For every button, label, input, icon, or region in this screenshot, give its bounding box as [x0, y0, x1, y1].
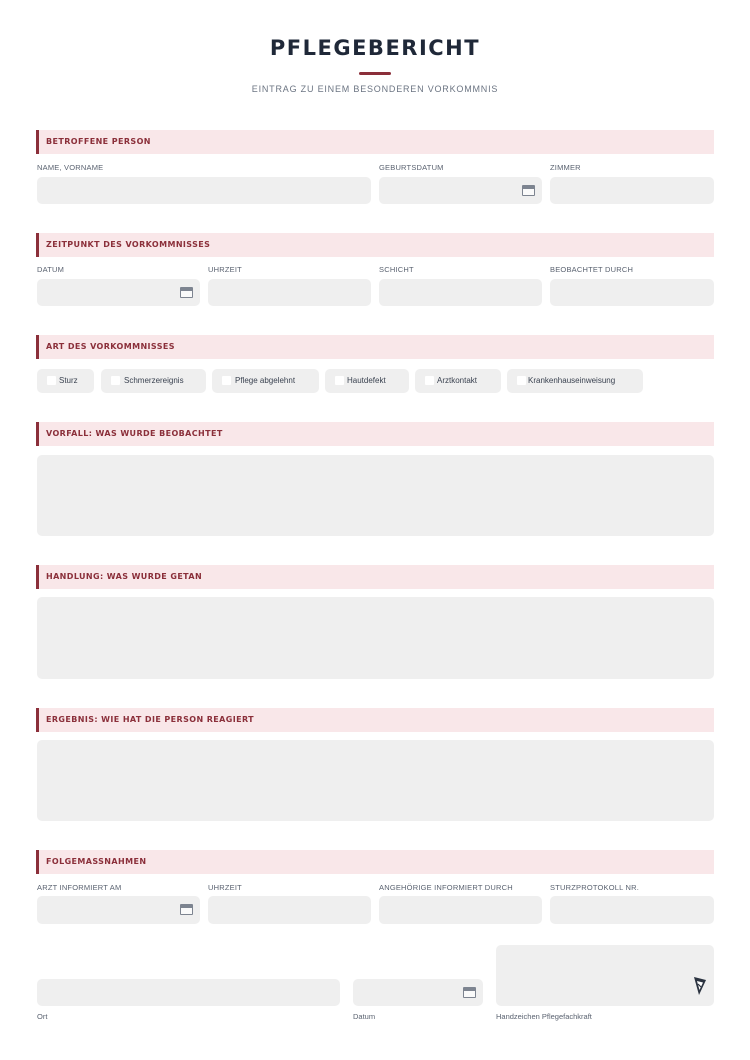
- action-textarea[interactable]: [37, 597, 714, 679]
- section-header-result: [36, 708, 714, 732]
- followup-time-label: UHRZEIT: [208, 883, 242, 892]
- pen-icon: [692, 975, 708, 997]
- fall-protocol-label: STURZPROTOKOLL NR.: [550, 883, 640, 892]
- option-hautdefekt[interactable]: [325, 369, 409, 393]
- option-label: Krankenhauseinweisung: [528, 376, 616, 385]
- option-krankenhauseinweisung[interactable]: [507, 369, 643, 393]
- section-header-followup: [36, 850, 714, 874]
- option-arztkontakt[interactable]: [415, 369, 501, 393]
- option-label: Pflege abgelehnt: [235, 376, 296, 385]
- page-header: [0, 36, 750, 94]
- checkbox[interactable]: [517, 376, 526, 385]
- checkbox[interactable]: [111, 376, 120, 385]
- calendar-icon[interactable]: [463, 987, 476, 998]
- option-label: Hautdefekt: [347, 376, 386, 385]
- relatives-informed-field[interactable]: [379, 896, 542, 924]
- observer-label: BEOBACHTET DURCH: [550, 265, 634, 274]
- section-header-person: [36, 130, 714, 154]
- relatives-informed-label: ANGEHÖRIGE INFORMIERT DURCH: [379, 883, 513, 892]
- initials-signature-field[interactable]: [496, 945, 714, 1006]
- option-label: Arztkontakt: [437, 376, 478, 385]
- section-title: HANDLUNG: WAS WURDE GETAN: [46, 572, 203, 581]
- title-divider: [359, 72, 391, 75]
- room-label: ZIMMER: [550, 163, 581, 172]
- checkbox[interactable]: [425, 376, 434, 385]
- birthdate-field[interactable]: [379, 177, 542, 204]
- name-label: NAME, VORNAME: [37, 163, 104, 172]
- checkbox[interactable]: [47, 376, 56, 385]
- option-label: Sturz: [59, 376, 78, 385]
- doctor-informed-label: ARZT INFORMIERT AM: [37, 883, 122, 892]
- signature-date-label: Datum: [353, 1012, 376, 1021]
- section-title: BETROFFENE PERSON: [46, 137, 151, 146]
- calendar-icon[interactable]: [180, 904, 193, 915]
- room-field[interactable]: [550, 177, 714, 204]
- followup-time-field[interactable]: [208, 896, 371, 924]
- observed-textarea[interactable]: [37, 455, 714, 536]
- birthdate-label: GEBURTSDATUM: [379, 163, 444, 172]
- section-header-time: [36, 233, 714, 257]
- section-title: ART DES VORKOMMNISSES: [46, 342, 175, 351]
- place-label: Ort: [37, 1012, 48, 1021]
- shift-field[interactable]: [379, 279, 542, 306]
- section-header-action: [36, 565, 714, 589]
- date-field[interactable]: [37, 279, 200, 306]
- signature-date-field[interactable]: [353, 979, 483, 1006]
- time-label: UHRZEIT: [208, 265, 242, 274]
- section-title: ERGEBNIS: WIE HAT DIE PERSON REAGIERT: [46, 715, 255, 724]
- option-label: Schmerzereignis: [124, 376, 184, 385]
- shift-label: SCHICHT: [379, 265, 414, 274]
- page-title: PFLEGEBERICHT: [269, 36, 481, 60]
- calendar-icon[interactable]: [522, 185, 535, 196]
- page-subtitle: EINTRAG ZU EINEM BESONDEREN VORKOMMNIS: [251, 84, 499, 94]
- section-title: ZEITPUNKT DES VORKOMMNISSES: [46, 240, 211, 249]
- name-field[interactable]: [37, 177, 371, 204]
- date-label: DATUM: [37, 265, 65, 274]
- result-textarea[interactable]: [37, 740, 714, 821]
- fall-protocol-field[interactable]: [550, 896, 714, 924]
- place-field[interactable]: [37, 979, 340, 1006]
- section-header-type: [36, 335, 714, 359]
- checkbox[interactable]: [335, 376, 344, 385]
- section-title: FOLGEMASSNAHMEN: [46, 857, 147, 866]
- time-field[interactable]: [208, 279, 371, 306]
- checkbox[interactable]: [222, 376, 231, 385]
- option-pflege-abgelehnt[interactable]: [212, 369, 319, 393]
- option-sturz[interactable]: [37, 369, 94, 393]
- observer-field[interactable]: [550, 279, 714, 306]
- doctor-informed-field[interactable]: [37, 896, 200, 924]
- initials-label: Handzeichen Pflegefachkraft: [496, 1012, 592, 1021]
- calendar-icon[interactable]: [180, 287, 193, 298]
- option-schmerzereignis[interactable]: [101, 369, 206, 393]
- section-header-observed: [36, 422, 714, 446]
- section-title: VORFALL: WAS WURDE BEOBACHTET: [46, 429, 223, 438]
